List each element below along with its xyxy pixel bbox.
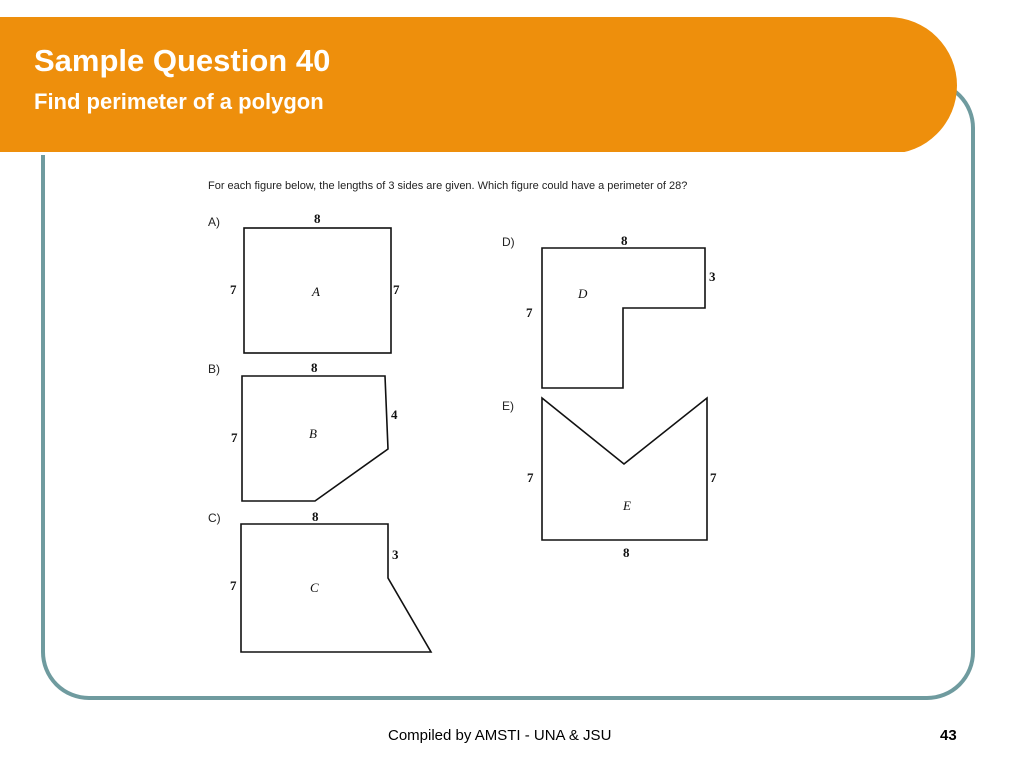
page-number: 43 [940, 727, 957, 744]
side-label: 7 [710, 470, 717, 485]
side-label: 4 [391, 407, 398, 422]
option-label: C) [208, 511, 221, 525]
side-label: 3 [392, 547, 399, 562]
polygon-c [241, 524, 431, 652]
figure-name: B [309, 426, 317, 441]
figure-name: D [578, 286, 588, 301]
option-label: E) [502, 399, 514, 413]
slide-subtitle: Find perimeter of a polygon [34, 89, 324, 114]
option-label: B) [208, 362, 220, 376]
side-label: 8 [621, 233, 628, 248]
side-label: 7 [230, 578, 237, 593]
polygon-d [542, 248, 705, 388]
side-label: 8 [314, 211, 321, 226]
option-label: D) [502, 235, 515, 249]
side-label: 7 [526, 305, 533, 320]
banner-divider [0, 152, 906, 155]
side-label: 7 [231, 430, 238, 445]
option-d [502, 233, 716, 388]
side-label: 3 [709, 269, 716, 284]
figure-name: A [312, 284, 320, 299]
footer-credit: Compiled by AMSTI - UNA & JSU [388, 727, 612, 744]
side-label: 8 [312, 509, 319, 524]
side-label: 7 [230, 282, 237, 297]
option-b [208, 360, 398, 501]
side-label: 8 [623, 545, 630, 560]
side-label: 7 [393, 282, 400, 297]
figure-name: E [623, 498, 631, 513]
side-label: 7 [527, 470, 534, 485]
title-banner [0, 17, 957, 154]
option-a [208, 211, 400, 353]
polygon-e [542, 398, 707, 540]
polygon-figures [180, 170, 812, 656]
side-label: 8 [311, 360, 318, 375]
slide-title: Sample Question 40 [34, 43, 331, 78]
option-label: A) [208, 215, 220, 229]
option-c [208, 509, 431, 652]
question-prompt: For each figure below, the lengths of 3 sides are given. Which figure could have a perimeter of 28? [208, 180, 688, 192]
option-e [502, 398, 717, 560]
question-figure [180, 170, 812, 656]
figure-name: C [310, 580, 319, 595]
